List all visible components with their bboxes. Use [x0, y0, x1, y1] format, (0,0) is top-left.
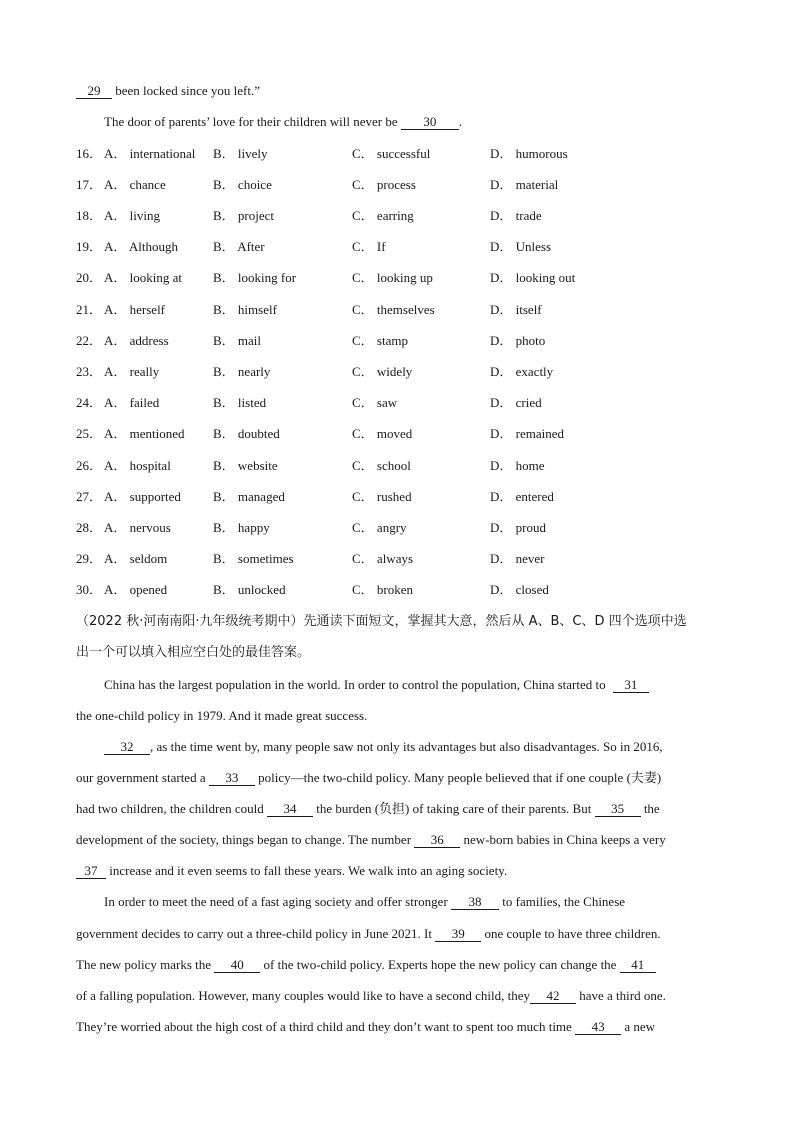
option-b: B． managed: [213, 489, 285, 504]
option-d: D． cried: [490, 395, 542, 410]
option-d: D． looking out: [490, 270, 576, 285]
text-line: [76, 82, 260, 100]
passage-text: the one-child policy in 1979. And it made great success.: [76, 708, 368, 723]
option-b: B． After: [213, 239, 265, 254]
question-number: 25．: [76, 426, 103, 441]
blank-30: 30: [401, 114, 459, 130]
option-a: A． Although: [104, 239, 179, 254]
option-a: A． opened: [104, 582, 168, 597]
option-a: A． supported: [104, 489, 181, 504]
option-c: C． stamp: [352, 333, 408, 348]
blank-33: 33: [209, 770, 255, 786]
line-end: .: [458, 114, 463, 129]
question-number: 24．: [76, 395, 103, 410]
question-number: 21．: [76, 302, 103, 317]
blank-37: 37: [76, 863, 106, 879]
blank-34: 34: [267, 801, 313, 817]
option-b: B． project: [213, 208, 275, 223]
option-d: D． photo: [490, 333, 546, 348]
option-c: C． school: [352, 458, 411, 473]
option-b: B． listed: [213, 395, 267, 410]
option-c: C． successful: [352, 146, 431, 161]
blank-43: 43: [575, 1019, 621, 1035]
passage-text: had two children, the children could: [76, 801, 264, 816]
blank-31: 31: [613, 677, 649, 693]
option-d: D． material: [490, 177, 559, 192]
blank-32: 32: [104, 739, 150, 755]
option-d: D． closed: [490, 582, 549, 597]
option-d: D． trade: [490, 208, 542, 223]
option-d: D． itself: [490, 302, 542, 317]
passage-text: of the two-child policy. Experts hope the new policy can change the: [263, 957, 617, 972]
question-number: 27．: [76, 489, 103, 504]
passage-line: [76, 1018, 655, 1036]
option-a: A． living: [104, 208, 160, 223]
option-a: A． chance: [104, 177, 166, 192]
option-a: A． really: [104, 364, 160, 379]
option-c: C． earring: [352, 208, 414, 223]
passage-line: [104, 738, 663, 756]
option-c: C． broken: [352, 582, 414, 597]
option-c: C． rushed: [352, 489, 412, 504]
option-c: C． always: [352, 551, 414, 566]
line-text: been locked since you left.”: [112, 83, 260, 98]
passage-text: government decides to carry out a three-child policy in June 2021. It: [76, 926, 432, 941]
option-b: B． lively: [213, 146, 268, 161]
question-number: 18．: [76, 208, 103, 223]
blank-41: 41: [620, 957, 656, 973]
option-b: B． looking for: [213, 270, 297, 285]
passage-text: development of the society, things began to change. The number: [76, 832, 412, 847]
option-d: D． remained: [490, 426, 565, 441]
option-b: B． sometimes: [213, 551, 294, 566]
option-a: A． nervous: [104, 520, 171, 535]
blank-35: 35: [595, 801, 641, 817]
passage-text: of a falling population. However, many couples would like to have a second child, they: [76, 988, 530, 1003]
option-c: C． If: [352, 239, 386, 254]
option-a: A． mentioned: [104, 426, 185, 441]
option-d: D． humorous: [490, 146, 568, 161]
option-c: C． process: [352, 177, 416, 192]
question-number: 19．: [76, 239, 103, 254]
option-d: D． home: [490, 458, 545, 473]
option-a: A． address: [104, 333, 169, 348]
instruction-line-1: （2022 秋·河南南阳·九年级统考期中）先通读下面短文，掌握其大意，然后从 A、B、C、D 四个选项中选: [76, 614, 687, 629]
passage-text: increase and it even seems to fall these years. We walk into an aging society.: [109, 863, 508, 878]
passage-line: [76, 769, 661, 787]
passage-line: [76, 987, 666, 1005]
question-number: 23．: [76, 364, 103, 379]
passage-line: [76, 831, 666, 849]
blank-36: 36: [414, 832, 460, 848]
passage-text: They’re worried about the high cost of a third child and they don’t want to spent too much time: [76, 1019, 572, 1034]
option-d: D． never: [490, 551, 545, 566]
passage-text: a new: [624, 1019, 655, 1034]
option-d: D． exactly: [490, 364, 554, 379]
option-c: C． angry: [352, 520, 407, 535]
blank-40: 40: [214, 957, 260, 973]
option-b: B． nearly: [213, 364, 271, 379]
passage-text: one couple to have three children.: [484, 926, 661, 941]
option-b: B． website: [213, 458, 278, 473]
option-a: A． hospital: [104, 458, 171, 473]
option-b: B． himself: [213, 302, 277, 317]
passage-line: [76, 925, 661, 943]
option-a: A． looking at: [104, 270, 182, 285]
passage-text: policy—the two-child policy. Many people believed that if one couple (夫妻): [258, 770, 662, 785]
option-a: A． seldom: [104, 551, 168, 566]
option-c: C． widely: [352, 364, 413, 379]
passage-text: to families, the Chinese: [502, 894, 626, 909]
option-d: D． entered: [490, 489, 554, 504]
question-number: 16．: [76, 146, 103, 161]
question-number: 29．: [76, 551, 103, 566]
option-a: A． failed: [104, 395, 160, 410]
option-c: C． looking up: [352, 270, 433, 285]
question-number: 20．: [76, 270, 103, 285]
blank-39: 39: [435, 926, 481, 942]
passage-text: the: [643, 801, 660, 816]
passage-line: [104, 893, 625, 911]
passage-line: [76, 956, 656, 974]
option-b: B． unlocked: [213, 582, 286, 597]
blank-38: 38: [451, 894, 499, 910]
text-line: [104, 113, 462, 131]
option-c: C． saw: [352, 395, 398, 410]
passage-text: the burden (负担) of taking care of their parents. But: [316, 801, 592, 816]
option-a: A． international: [104, 146, 196, 161]
option-d: D． Unless: [490, 239, 552, 254]
option-c: C． themselves: [352, 302, 435, 317]
instruction-line-2: 出一个可以填入相应空白处的最佳答案。: [76, 645, 311, 660]
question-number: 22．: [76, 333, 103, 348]
blank-42: 42: [530, 988, 576, 1004]
line-text: The door of parents’ love for their children will never be: [104, 114, 401, 129]
passage-text: The new policy marks the: [76, 957, 212, 972]
passage-text: , as the time went by, many people saw not only its advantages but also disadvantages. So in 2016,: [150, 739, 663, 754]
question-number: 26．: [76, 458, 103, 473]
passage-text: China has the largest population in the world. In order to control the population, China started to: [104, 677, 606, 692]
question-number: 28．: [76, 520, 103, 535]
passage-text: In order to meet the need of a fast aging society and offer stronger: [104, 894, 448, 909]
option-d: D． proud: [490, 520, 546, 535]
option-b: B． happy: [213, 520, 270, 535]
option-c: C． moved: [352, 426, 413, 441]
question-number: 17．: [76, 177, 103, 192]
option-a: A． herself: [104, 302, 166, 317]
passage-text: our government started a: [76, 770, 206, 785]
option-b: B． doubted: [213, 426, 280, 441]
blank-29: 29: [76, 83, 112, 99]
passage-text: have a third one.: [579, 988, 666, 1003]
passage-line: [76, 800, 660, 818]
option-b: B． mail: [213, 333, 262, 348]
passage-line: [76, 707, 367, 725]
option-b: B． choice: [213, 177, 272, 192]
question-number: 30．: [76, 582, 103, 597]
passage-line: [76, 862, 507, 880]
passage-text: new-born babies in China keeps a very: [463, 832, 666, 847]
passage-line: [104, 676, 649, 694]
